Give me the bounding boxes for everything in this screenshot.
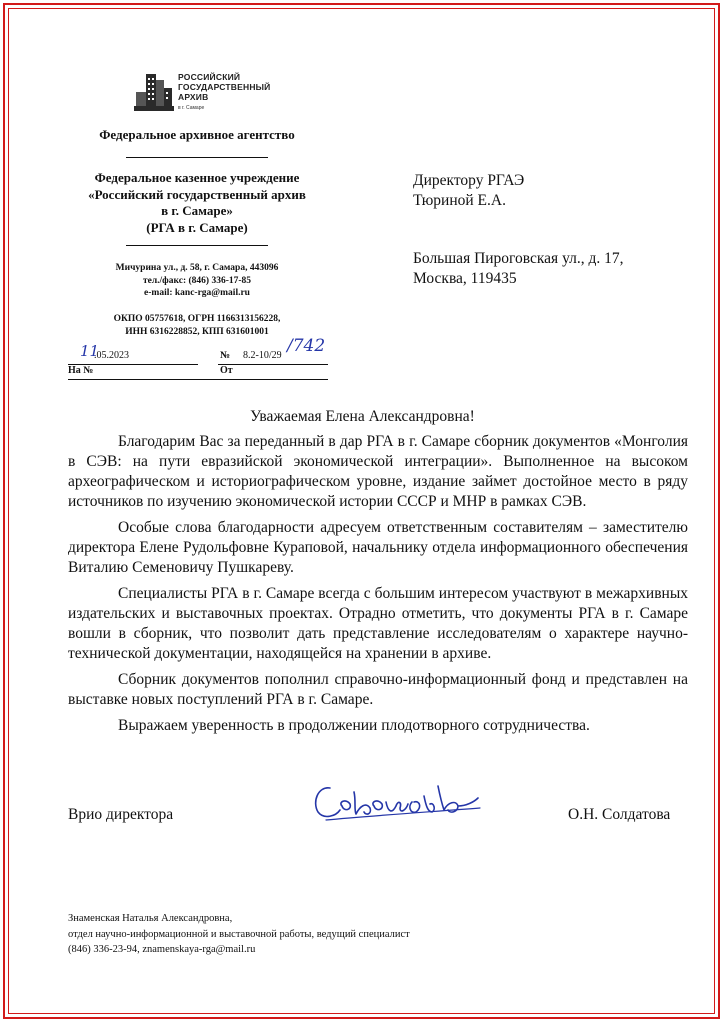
signer-name: О.Н. Солдатова (568, 806, 671, 823)
code-line: ИНН 6316228852, КПП 631601001 (125, 326, 269, 337)
reference-number-label: На № (68, 365, 94, 376)
letter-paragraph: Выражаем уверенность в продолжении плодотворного сотрудничества. (118, 717, 590, 734)
logo-line: АРХИВ (178, 92, 209, 102)
code-line: ОКПО 05757618, ОГРН 1166313156228, (113, 314, 281, 324)
executor-line: отдел научно-информационной и выставочной работы, ведущий специалист (68, 928, 410, 940)
header-divider (126, 245, 268, 246)
number-sign: № (220, 350, 231, 361)
executor-info (68, 911, 410, 958)
agency-name: Федеральное архивное агентство (99, 127, 295, 142)
address-line: Большая Пироговская ул., д. 17, (413, 250, 624, 267)
number-underline (218, 364, 328, 365)
institution-codes (68, 313, 326, 338)
archive-building-logo-icon (132, 70, 176, 114)
letter-paragraph: Специалисты РГА в г. Самаре всегда с большим интересом участвуют в межархивных издательских и выставочных проектах. Отрадно отметить, что документы РГА в г. Самаре вошли в сборник, что позволит дать представление исследователям о характере научно-технической документации, находящейся на хранении в архиве. (68, 585, 688, 662)
logo-line: РОССИЙСКИЙ (178, 72, 241, 82)
executor-line: (846) 336-23-94, znamenskaya-rga@mail.ru (68, 944, 256, 955)
recipient-line: Директору РГАЭ (413, 172, 525, 189)
institution-line: (РГА в г. Самаре) (146, 219, 248, 235)
institution-line: «Российский государственный архив (88, 186, 306, 202)
executor-line: Знаменская Наталья Александровна, (68, 913, 233, 924)
contact-line: Мичурина ул., д. 58, г. Самара, 443096 (115, 263, 279, 273)
contact-line: e-mail: kanc-rga@mail.ru (144, 288, 250, 298)
recipient-block (413, 171, 524, 211)
handwritten-date-day: 11 (80, 342, 100, 360)
reference-underline (68, 379, 328, 380)
address-line: Москва, 119435 (413, 270, 517, 287)
recipient-address (413, 249, 624, 289)
recipient-line: Тюриной Е.А. (413, 192, 506, 209)
greeting: Уважаемая Елена Александровна! (250, 408, 475, 425)
letter-paragraph: Особые слова благодарности адресуем ответственным составителям – заместителю директора Елене Рудольфовне Кураповой, начальнику отдела информационного обеспечения Виталию Семеновичу Пушкареву. (68, 519, 688, 576)
logo-city: в г. Самаре (178, 105, 205, 111)
header-divider (126, 157, 268, 158)
logo-text (178, 72, 271, 102)
institution-line: Федеральное казенное учреждение (94, 170, 300, 185)
letter-body (68, 432, 688, 736)
registration-date: .05.2023 (94, 350, 129, 361)
handwritten-registration-number: /742 (287, 336, 326, 356)
registration-number: 8.2-10/29 (243, 350, 282, 361)
letter-paragraph: Благодарим Вас за переданный в дар РГА в г. Самаре сборник документов «Монголия в СЭВ: на пути евразийской экономической интеграции». Выполненное на высоком археографическом и историографическом уровне, издание займет достойное место в ряду источников по изучению экономической истории СССР и МНР в рамках СЭВ. (68, 433, 688, 510)
logo-line: ГОСУДАРСТВЕННЫЙ (178, 82, 271, 92)
handwritten-signature (308, 772, 486, 832)
reference-date-label: От (220, 365, 233, 376)
institution-line: в г. Самаре» (161, 203, 233, 218)
signer-title: Врио директора (68, 806, 174, 823)
letter-paragraph: Сборник документов пополнил справочно-информационный фонд и представлен на выставке новых поступлений РГА в г. Самаре. (68, 671, 688, 708)
institution-contacts (68, 262, 326, 300)
institution-name (68, 170, 326, 236)
contact-line: тел./факс: (846) 336-17-85 (142, 275, 252, 286)
